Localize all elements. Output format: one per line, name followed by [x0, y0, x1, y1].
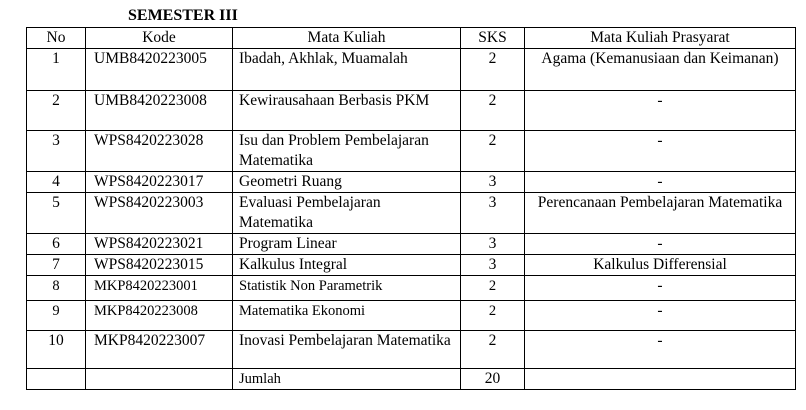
total-row [27, 369, 796, 390]
total-prasyarat [525, 369, 796, 390]
row-prasyarat: - [525, 234, 796, 255]
row-kode: WPS8420223028 [86, 131, 233, 172]
row-no: 1 [27, 49, 86, 91]
table-row [27, 276, 796, 301]
row-mata-kuliah: Ibadah, Akhlak, Muamalah [233, 49, 461, 91]
row-mata-kuliah: Matematika Ekonomi [233, 301, 461, 331]
table-row [27, 301, 796, 331]
total-kode [86, 369, 233, 390]
row-kode: WPS8420223017 [86, 172, 233, 193]
row-sks: 2 [461, 301, 525, 331]
header-prasyarat: Mata Kuliah Prasyarat [525, 28, 796, 49]
semester-heading: SEMESTER III [128, 7, 238, 24]
row-mata-kuliah: Inovasi Pembelajaran Matematika [233, 331, 461, 369]
row-kode: WPS8420223003 [86, 193, 233, 234]
header-kode: Kode [86, 28, 233, 49]
table-row [27, 234, 796, 255]
row-prasyarat: - [525, 301, 796, 331]
row-sks: 3 [461, 234, 525, 255]
row-prasyarat: - [525, 331, 796, 369]
row-sks: 2 [461, 331, 525, 369]
row-no: 9 [27, 301, 86, 331]
row-prasyarat: Agama (Kemanusiaan dan Keimanan) [525, 49, 796, 91]
row-kode: UMB8420223005 [86, 49, 233, 91]
total-no [27, 369, 86, 390]
total-label: Jumlah [233, 369, 461, 390]
table-row [27, 255, 796, 276]
row-prasyarat: Perencanaan Pembelajaran Matematika [525, 193, 796, 234]
table-row [27, 91, 796, 131]
row-sks: 2 [461, 131, 525, 172]
row-no: 2 [27, 91, 86, 131]
row-mata-kuliah: Kewirausahaan Berbasis PKM [233, 91, 461, 131]
header-no: No [27, 28, 86, 49]
row-no: 6 [27, 234, 86, 255]
row-mata-kuliah: Evaluasi Pembelajaran Matematika [233, 193, 461, 234]
row-prasyarat: - [525, 131, 796, 172]
course-table [26, 27, 796, 390]
row-kode: MKP8420223001 [86, 276, 233, 301]
row-sks: 2 [461, 91, 525, 131]
row-kode: MKP8420223007 [86, 331, 233, 369]
row-sks: 3 [461, 193, 525, 234]
row-kode: WPS8420223021 [86, 234, 233, 255]
row-mata-kuliah: Kalkulus Integral [233, 255, 461, 276]
row-prasyarat: - [525, 276, 796, 301]
row-mata-kuliah: Isu dan Problem Pembelajaran Matematika [233, 131, 461, 172]
header-mata-kuliah: Mata Kuliah [233, 28, 461, 49]
row-mata-kuliah: Geometri Ruang [233, 172, 461, 193]
table-row [27, 193, 796, 234]
table-header-row [27, 28, 796, 49]
row-prasyarat: - [525, 91, 796, 131]
row-mata-kuliah: Statistik Non Parametrik [233, 276, 461, 301]
row-no: 10 [27, 331, 86, 369]
row-no: 4 [27, 172, 86, 193]
row-no: 3 [27, 131, 86, 172]
table-row [27, 49, 796, 91]
row-prasyarat: - [525, 172, 796, 193]
row-mata-kuliah: Program Linear [233, 234, 461, 255]
row-sks: 2 [461, 276, 525, 301]
row-no: 7 [27, 255, 86, 276]
row-prasyarat: Kalkulus Differensial [525, 255, 796, 276]
row-kode: MKP8420223008 [86, 301, 233, 331]
row-no: 8 [27, 276, 86, 301]
total-sks: 20 [461, 369, 525, 390]
table-row [27, 331, 796, 369]
table-row [27, 172, 796, 193]
table-row [27, 131, 796, 172]
row-kode: WPS8420223015 [86, 255, 233, 276]
row-kode: UMB8420223008 [86, 91, 233, 131]
row-sks: 3 [461, 255, 525, 276]
row-sks: 2 [461, 49, 525, 91]
header-sks: SKS [461, 28, 525, 49]
row-sks: 3 [461, 172, 525, 193]
row-no: 5 [27, 193, 86, 234]
